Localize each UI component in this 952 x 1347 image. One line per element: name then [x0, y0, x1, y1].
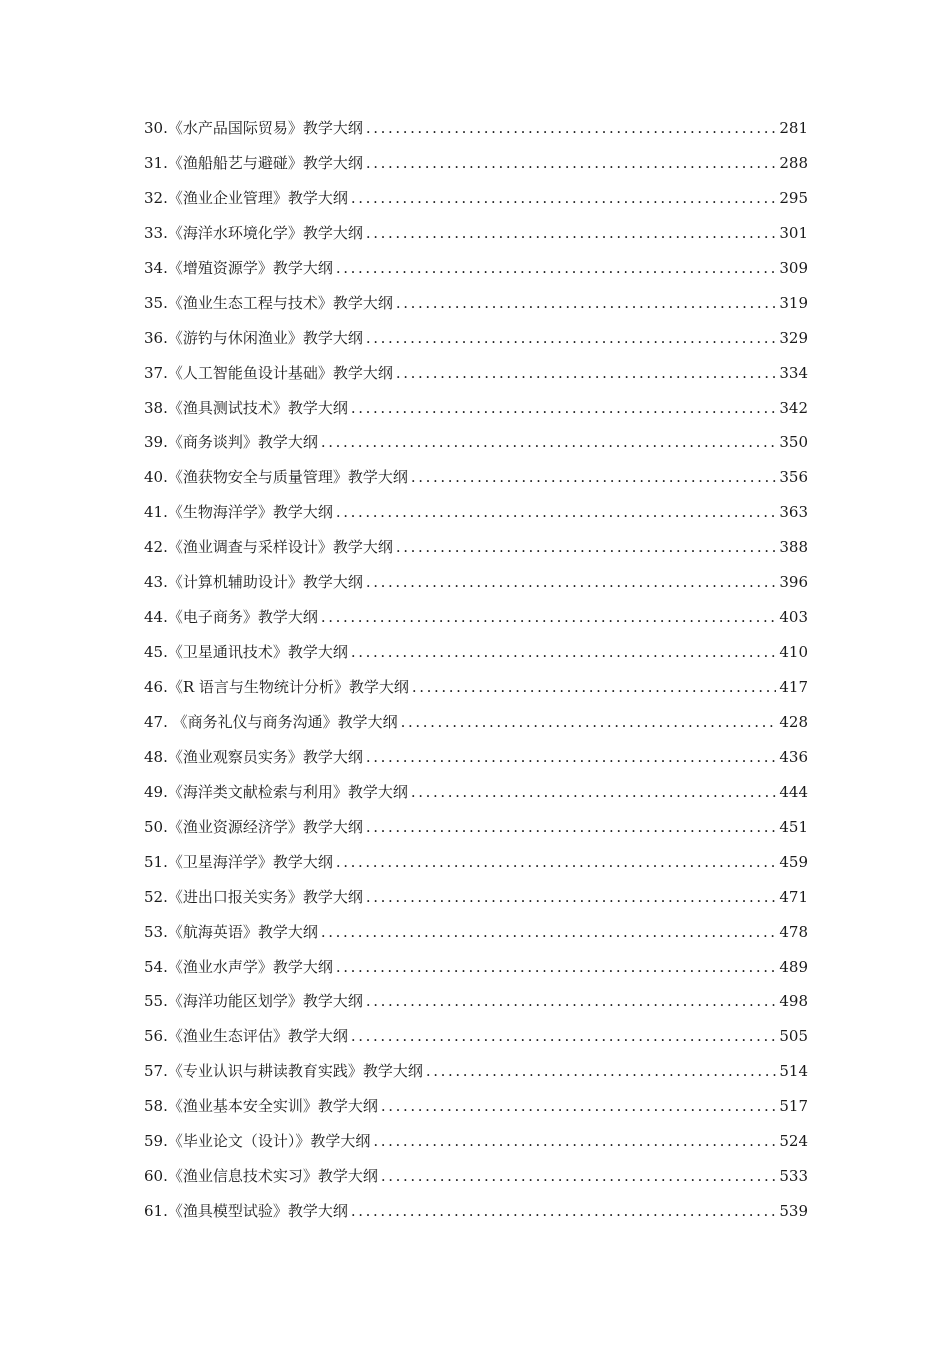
toc-entry[interactable]	[144, 460, 808, 495]
toc-entry[interactable]	[144, 845, 808, 880]
toc-entry-page-number: 428	[779, 712, 808, 731]
toc-entry-title: 61.《渔具模型试验》教学大纲	[144, 1202, 348, 1221]
toc-dot-leader	[396, 286, 777, 321]
toc-dot-leader	[396, 530, 777, 565]
toc-dot-leader	[351, 1194, 777, 1229]
toc-entry-page-number: 517	[779, 1097, 808, 1116]
toc-entry-page-number: 498	[779, 992, 808, 1011]
toc-entry[interactable]	[144, 635, 808, 670]
toc-entry-page-number: 459	[779, 852, 808, 871]
toc-entry[interactable]	[144, 915, 808, 950]
toc-dot-leader	[401, 705, 777, 740]
toc-entry-title: 53.《航海英语》教学大纲	[144, 922, 318, 941]
toc-dot-leader	[336, 845, 777, 880]
toc-entry-title: 38.《渔具测试技术》教学大纲	[144, 398, 348, 417]
toc-dot-leader	[366, 111, 777, 146]
toc-entry-title: 46.《R 语言与生物统计分析》教学大纲	[144, 678, 409, 696]
toc-entry-title: 44.《电子商务》教学大纲	[144, 608, 318, 627]
toc-entry-title: 41.《生物海洋学》教学大纲	[144, 503, 333, 522]
toc-entry-title: 45.《卫星通讯技术》教学大纲	[144, 643, 348, 662]
toc-entry[interactable]	[144, 984, 808, 1019]
toc-entry-title: 58.《渔业基本安全实训》教学大纲	[144, 1097, 378, 1116]
toc-entry-page-number: 350	[779, 433, 808, 452]
toc-entry-title: 34.《增殖资源学》教学大纲	[144, 258, 333, 277]
toc-entry[interactable]	[144, 425, 808, 460]
table-of-contents	[144, 111, 808, 1229]
toc-entry-page-number: 444	[779, 782, 808, 801]
toc-dot-leader	[351, 181, 777, 216]
toc-entry[interactable]	[144, 705, 808, 740]
toc-dot-leader	[366, 146, 777, 181]
toc-entry-page-number: 342	[779, 398, 808, 417]
toc-entry-title: 60.《渔业信息技术实习》教学大纲	[144, 1167, 378, 1186]
toc-dot-leader	[351, 1019, 777, 1054]
toc-dot-leader	[336, 251, 777, 286]
toc-dot-leader	[366, 565, 777, 600]
toc-entry-title: 39.《商务谈判》教学大纲	[144, 433, 318, 452]
toc-entry-page-number: 539	[779, 1202, 808, 1221]
toc-dot-leader	[351, 635, 777, 670]
toc-entry-title: 57.《专业认识与耕读教育实践》教学大纲	[144, 1062, 423, 1081]
toc-entry[interactable]	[144, 1124, 808, 1159]
toc-entry[interactable]	[144, 740, 808, 775]
toc-entry-title: 59.《毕业论文（设计）》教学大纲	[144, 1132, 371, 1151]
toc-dot-leader	[426, 1054, 777, 1089]
toc-entry-page-number: 288	[779, 153, 808, 172]
toc-entry[interactable]	[144, 1054, 808, 1089]
toc-entry-page-number: 471	[779, 887, 808, 906]
toc-entry-title: 56.《渔业生态评估》教学大纲	[144, 1027, 348, 1046]
toc-entry-page-number: 295	[779, 188, 808, 207]
toc-entry[interactable]	[144, 181, 808, 216]
toc-entry[interactable]	[144, 880, 808, 915]
toc-dot-leader	[336, 495, 777, 530]
toc-dot-leader	[366, 740, 777, 775]
toc-dot-leader	[351, 391, 777, 426]
toc-entry-page-number: 301	[779, 223, 808, 242]
toc-entry-page-number: 356	[779, 468, 808, 487]
toc-entry-title: 52.《进出口报关实务》教学大纲	[144, 887, 363, 906]
toc-dot-leader	[366, 216, 777, 251]
toc-entry-title: 42.《渔业调查与采样设计》教学大纲	[144, 538, 393, 557]
toc-dot-leader	[321, 425, 777, 460]
toc-entry[interactable]	[144, 391, 808, 426]
toc-entry-title: 47. 《商务礼仪与商务沟通》教学大纲	[144, 712, 398, 731]
toc-entry[interactable]	[144, 565, 808, 600]
toc-dot-leader	[366, 810, 777, 845]
toc-entry-page-number: 396	[779, 573, 808, 592]
toc-entry[interactable]	[144, 950, 808, 985]
toc-dot-leader	[381, 1089, 777, 1124]
toc-dot-leader	[336, 950, 777, 985]
toc-entry-page-number: 388	[779, 538, 808, 557]
toc-entry-page-number: 329	[779, 328, 808, 347]
toc-entry-page-number: 319	[779, 293, 808, 312]
toc-entry-page-number: 514	[779, 1062, 808, 1081]
toc-entry-page-number: 410	[779, 643, 808, 662]
toc-dot-leader	[366, 984, 777, 1019]
toc-entry[interactable]	[144, 670, 808, 705]
toc-entry-title: 31.《渔船船艺与避碰》教学大纲	[144, 153, 363, 172]
toc-entry-title: 55.《海洋功能区划学》教学大纲	[144, 992, 363, 1011]
toc-entry[interactable]	[144, 1019, 808, 1054]
toc-entry-title: 36.《游钓与休闲渔业》教学大纲	[144, 328, 363, 347]
toc-entry[interactable]	[144, 356, 808, 391]
toc-entry-title: 40.《渔获物安全与质量管理》教学大纲	[144, 468, 408, 487]
toc-entry[interactable]	[144, 600, 808, 635]
toc-dot-leader	[381, 1159, 777, 1194]
toc-entry-page-number: 436	[779, 747, 808, 766]
toc-entry-page-number: 403	[779, 608, 808, 627]
toc-entry[interactable]	[144, 286, 808, 321]
toc-dot-leader	[321, 915, 777, 950]
toc-entry-title: 48.《渔业观察员实务》教学大纲	[144, 747, 363, 766]
toc-entry-title: 32.《渔业企业管理》教学大纲	[144, 188, 348, 207]
toc-entry[interactable]	[144, 530, 808, 565]
toc-entry-page-number: 451	[779, 817, 808, 836]
toc-entry-page-number: 505	[779, 1027, 808, 1046]
toc-entry[interactable]	[144, 1159, 808, 1194]
toc-dot-leader	[366, 880, 777, 915]
toc-entry[interactable]	[144, 1194, 808, 1229]
toc-entry-title: 43.《计算机辅助设计》教学大纲	[144, 573, 363, 592]
toc-entry[interactable]	[144, 495, 808, 530]
toc-entry-page-number: 281	[779, 119, 808, 137]
toc-dot-leader	[373, 1124, 776, 1159]
toc-entry-page-number: 524	[779, 1132, 808, 1151]
toc-entry-title: 33.《海洋水环境化学》教学大纲	[144, 223, 363, 242]
toc-entry[interactable]	[144, 216, 808, 251]
toc-entry[interactable]	[144, 810, 808, 845]
toc-entry-title: 35.《渔业生态工程与技术》教学大纲	[144, 293, 393, 312]
toc-entry[interactable]	[144, 146, 808, 181]
toc-entry-page-number: 363	[779, 503, 808, 522]
toc-entry-page-number: 533	[779, 1167, 808, 1186]
toc-entry[interactable]	[144, 111, 808, 146]
toc-entry[interactable]	[144, 321, 808, 356]
toc-entry-title: 49.《海洋类文献检索与利用》教学大纲	[144, 782, 408, 801]
toc-dot-leader	[321, 600, 777, 635]
toc-dot-leader	[411, 460, 777, 495]
toc-dot-leader	[396, 356, 777, 391]
toc-dot-leader	[411, 775, 777, 810]
toc-entry-title: 51.《卫星海洋学》教学大纲	[144, 852, 333, 871]
toc-entry[interactable]	[144, 775, 808, 810]
toc-entry-page-number: 478	[779, 922, 808, 941]
toc-entry-page-number: 334	[779, 363, 808, 382]
toc-entry[interactable]	[144, 1089, 808, 1124]
toc-entry-title: 30.《水产品国际贸易》教学大纲	[144, 119, 363, 137]
toc-entry-title: 50.《渔业资源经济学》教学大纲	[144, 817, 363, 836]
toc-dot-leader	[366, 321, 777, 356]
toc-entry-page-number: 489	[779, 957, 808, 976]
toc-entry-page-number: 309	[779, 258, 808, 277]
toc-entry-title: 54.《渔业水声学》教学大纲	[144, 957, 333, 976]
toc-entry-page-number: 417	[779, 678, 808, 696]
toc-entry-title: 37.《人工智能鱼设计基础》教学大纲	[144, 363, 393, 382]
toc-entry[interactable]	[144, 251, 808, 286]
toc-dot-leader	[412, 670, 776, 705]
